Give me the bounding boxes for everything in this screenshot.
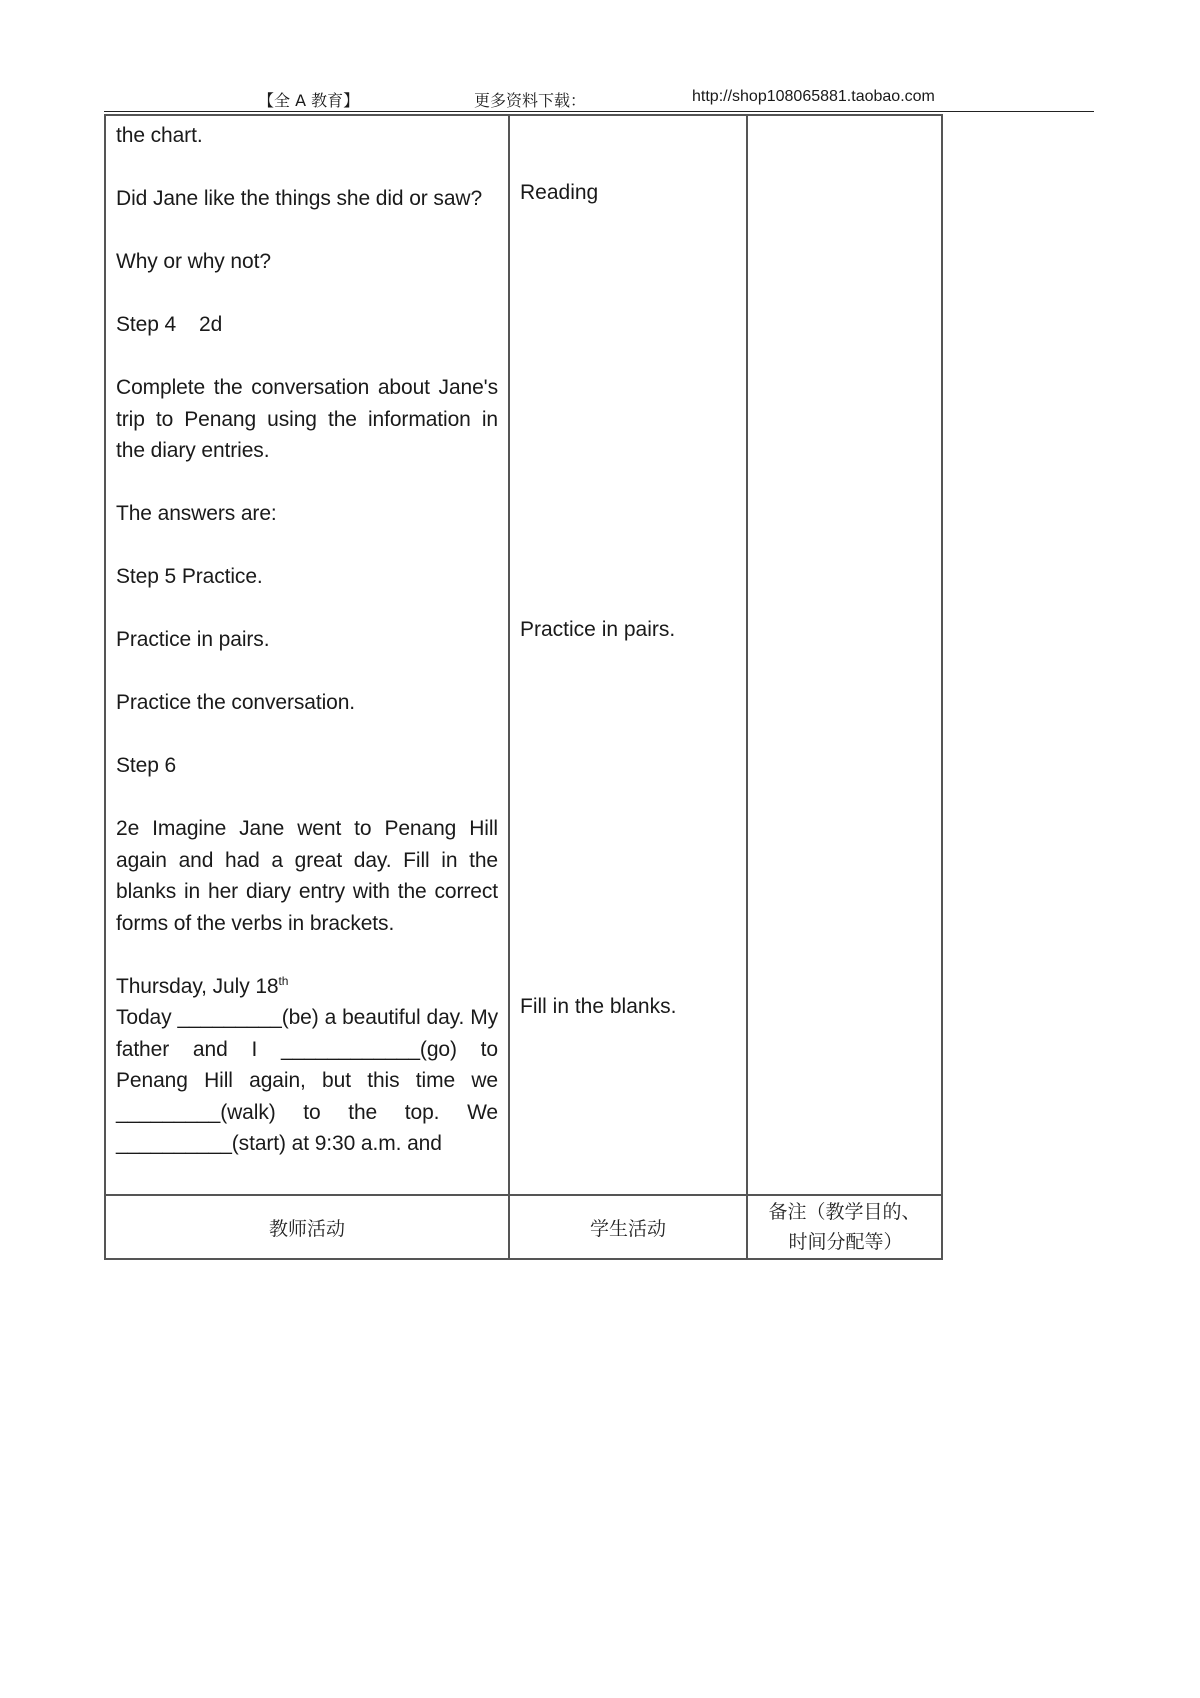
table-footer-row bbox=[105, 1195, 942, 1259]
diary-date-suffix: th bbox=[278, 973, 289, 988]
notes-label-block bbox=[768, 1197, 920, 1257]
practice-conversation-text: Practice the conversation. bbox=[116, 691, 356, 714]
student-activity-cell bbox=[509, 115, 747, 1195]
lesson-plan-table bbox=[104, 114, 943, 1260]
footer-student-label: 学生活动 bbox=[509, 1195, 747, 1259]
diary-date bbox=[116, 971, 498, 1003]
step4-description: Complete the conversation about Jane's trip to Penang using the information in the diary entries. bbox=[116, 376, 498, 462]
question-like: Did Jane like the things she did or saw? bbox=[116, 187, 483, 210]
step4-heading: Step 4 2d bbox=[116, 313, 223, 336]
step6-heading: Step 6 bbox=[116, 754, 177, 777]
notes-label-line1: 备注（教学目的、 bbox=[768, 1201, 921, 1223]
student-practice-pairs: Practice in pairs. bbox=[520, 618, 676, 641]
notes-label-line2: 时间分配等） bbox=[788, 1231, 903, 1253]
header-more-downloads: 更多资料下载： bbox=[474, 91, 587, 110]
diary-date-text: Thursday, July 18 bbox=[116, 974, 279, 998]
header-rule bbox=[104, 111, 1094, 112]
text-the-chart: the chart. bbox=[116, 124, 203, 147]
page-header bbox=[0, 84, 1200, 112]
answers-label: The answers are: bbox=[116, 502, 277, 525]
footer-notes-label bbox=[747, 1195, 942, 1259]
step5-heading: Step 5 Practice. bbox=[116, 565, 263, 588]
lesson-body-row bbox=[105, 115, 942, 1195]
header-brand: 【全 A 教育】 bbox=[258, 91, 360, 110]
notes-cell bbox=[747, 115, 942, 1195]
student-fill-blanks: Fill in the blanks. bbox=[520, 995, 677, 1018]
step6-description: 2e Imagine Jane went to Penang Hill again and had a great day. Fill in the blanks in her diary entry with the correct forms of the verbs in brackets. bbox=[116, 817, 498, 935]
header-url[interactable]: http://shop108065881.taobao.com bbox=[692, 88, 935, 105]
question-why: Why or why not? bbox=[116, 250, 271, 273]
diary-entry-text: Today _________(be) a beautiful day. My father and I ____________(go) to Penang Hill again, but this time we _________(walk) to the top. We __________(start) at 9:30 a.m. and bbox=[116, 1006, 498, 1155]
student-reading: Reading bbox=[520, 181, 599, 204]
practice-pairs-text: Practice in pairs. bbox=[116, 628, 270, 651]
teacher-activity-cell bbox=[105, 115, 509, 1195]
footer-teacher-label: 教师活动 bbox=[105, 1195, 509, 1259]
